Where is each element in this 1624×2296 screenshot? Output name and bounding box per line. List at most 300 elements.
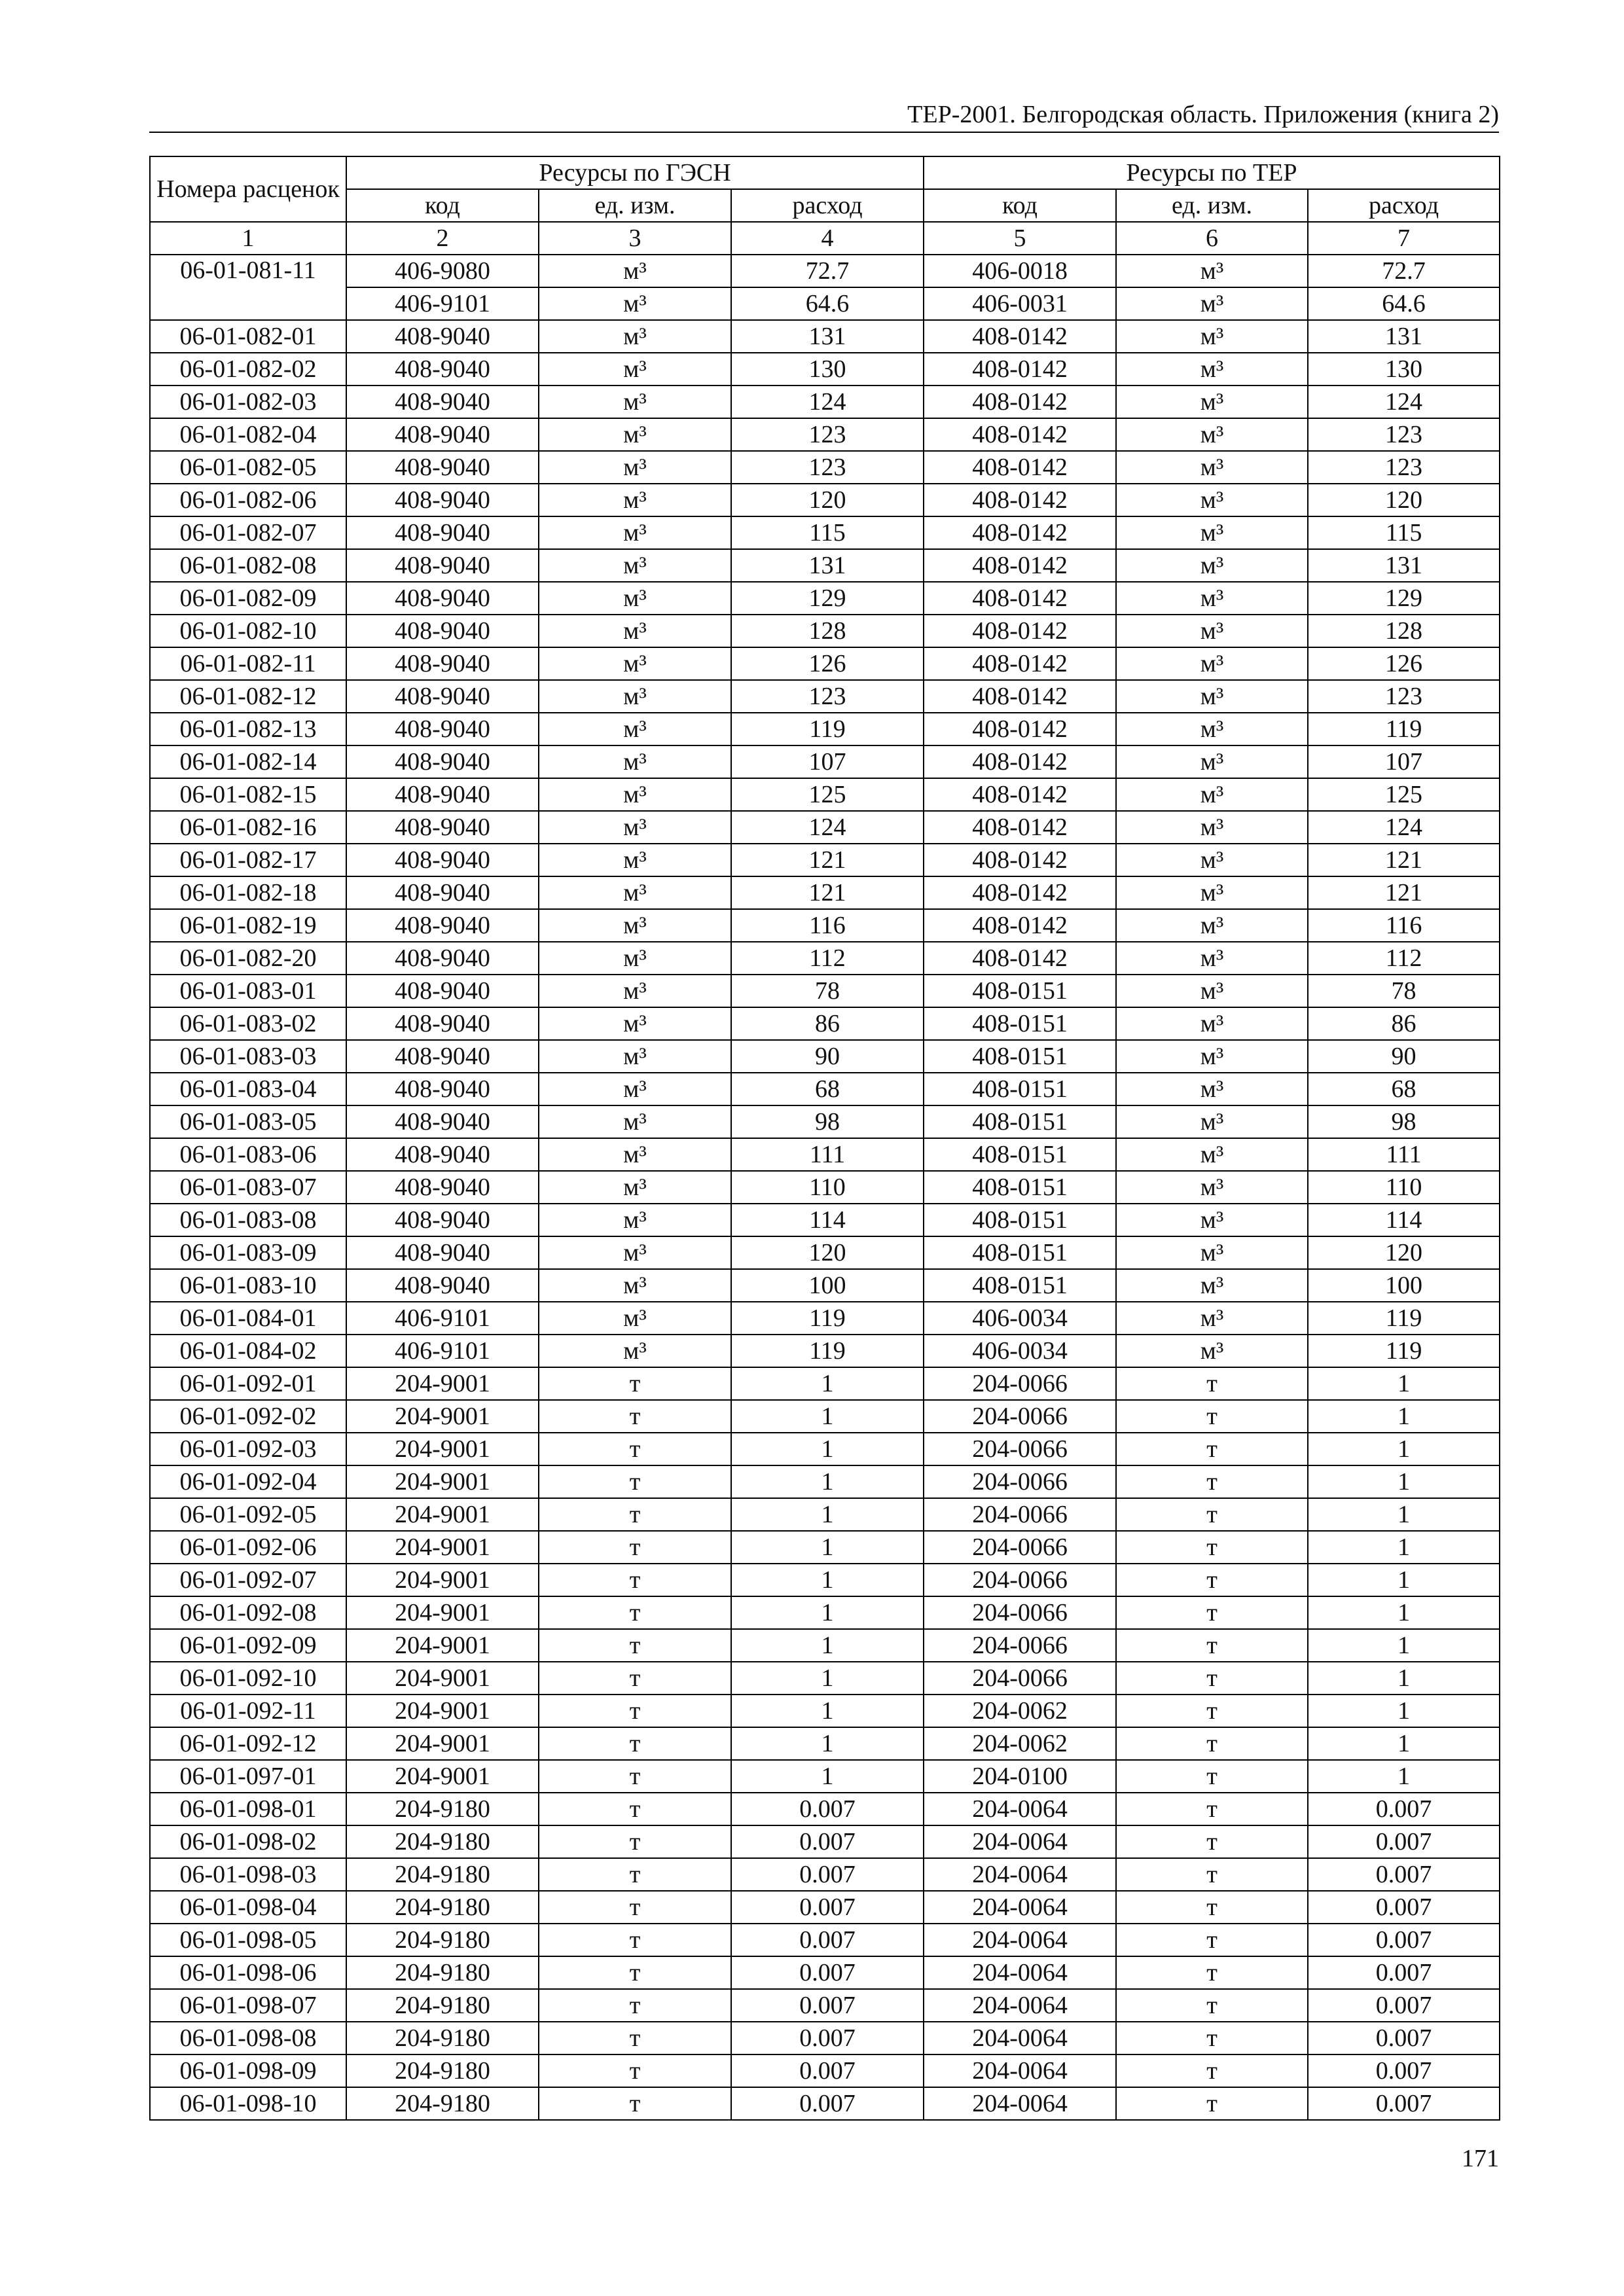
table-cell: м³ <box>539 844 731 876</box>
column-number: 5 <box>924 222 1116 255</box>
table-cell: 408-9040 <box>346 1171 539 1204</box>
table-cell: 204-9180 <box>346 2022 539 2054</box>
table-cell: 408-0142 <box>924 353 1116 386</box>
table-cell: 204-0066 <box>924 1531 1116 1564</box>
table-cell: 98 <box>731 1105 924 1138</box>
table-cell: м³ <box>1116 1171 1308 1204</box>
table-cell: 1 <box>731 1662 924 1695</box>
table-cell: 0.007 <box>731 1858 924 1891</box>
table-cell: м³ <box>1116 745 1308 778</box>
table-cell: 204-9180 <box>346 1793 539 1825</box>
table-cell: 204-9001 <box>346 1400 539 1433</box>
rate-number-cell: 06-01-098-09 <box>150 2054 346 2087</box>
table-cell: 64.6 <box>1308 287 1500 320</box>
table-row <box>150 287 1500 320</box>
table-cell: 204-0066 <box>924 1498 1116 1531</box>
table-cell: 78 <box>1308 975 1500 1007</box>
table-cell: 408-9040 <box>346 451 539 484</box>
table-cell: 121 <box>731 844 924 876</box>
table-cell: 406-9101 <box>346 1335 539 1367</box>
table-cell: 408-0142 <box>924 320 1116 353</box>
table-cell: т <box>1116 2022 1308 2054</box>
table-row <box>150 2022 1500 2054</box>
table-cell: 131 <box>731 549 924 582</box>
table-cell: 204-0066 <box>924 1564 1116 1596</box>
table-cell: т <box>539 1465 731 1498</box>
table-cell: 408-0142 <box>924 680 1116 713</box>
header-rule <box>149 132 1499 133</box>
table-cell: 408-9040 <box>346 811 539 844</box>
table-row <box>150 353 1500 386</box>
table-cell: 72.7 <box>731 255 924 287</box>
table-cell: 408-0151 <box>924 1204 1116 1236</box>
table-cell: т <box>1116 1891 1308 1924</box>
table-cell: 0.007 <box>731 1924 924 1956</box>
rate-number-cell: 06-01-092-01 <box>150 1367 346 1400</box>
table-cell: м³ <box>1116 353 1308 386</box>
rate-number-cell: 06-01-082-11 <box>150 647 346 680</box>
table-cell: 204-9180 <box>346 1891 539 1924</box>
rate-number-cell: 06-01-083-06 <box>150 1138 346 1171</box>
table-cell: 204-0064 <box>924 1924 1116 1956</box>
table-cell: 1 <box>731 1760 924 1793</box>
table-cell: м³ <box>1116 647 1308 680</box>
table-cell: м³ <box>1116 713 1308 745</box>
table-cell: м³ <box>1116 1236 1308 1269</box>
rate-number-cell: 06-01-082-08 <box>150 549 346 582</box>
table-cell: 204-9180 <box>346 2087 539 2120</box>
table-cell: 111 <box>1308 1138 1500 1171</box>
table-cell: м³ <box>1116 418 1308 451</box>
table-cell: 110 <box>1308 1171 1500 1204</box>
table-cell: т <box>539 1727 731 1760</box>
table-cell: 204-9001 <box>346 1367 539 1400</box>
table-cell: 119 <box>1308 1335 1500 1367</box>
table-cell: м³ <box>539 745 731 778</box>
table-cell: 1 <box>1308 1498 1500 1531</box>
table-cell: 123 <box>1308 418 1500 451</box>
table-cell: 204-9001 <box>346 1727 539 1760</box>
table-cell: 408-0151 <box>924 1007 1116 1040</box>
table-cell: 124 <box>731 386 924 418</box>
table-cell: т <box>1116 1793 1308 1825</box>
table-cell: 114 <box>731 1204 924 1236</box>
table-cell: т <box>1116 1629 1308 1662</box>
table-row <box>150 1695 1500 1727</box>
column-header-ter-amount: расход <box>1308 189 1500 222</box>
table-cell: м³ <box>539 1269 731 1302</box>
resource-table <box>149 156 1500 2121</box>
table-cell: 0.007 <box>1308 1825 1500 1858</box>
table-cell: м³ <box>539 582 731 615</box>
rate-number-cell: 06-01-082-14 <box>150 745 346 778</box>
table-cell: м³ <box>539 1105 731 1138</box>
table-row <box>150 320 1500 353</box>
table-cell: 408-9040 <box>346 745 539 778</box>
table-cell: т <box>539 1564 731 1596</box>
table-cell: т <box>1116 1465 1308 1498</box>
table-row <box>150 549 1500 582</box>
table-cell: 408-0151 <box>924 1269 1116 1302</box>
table-cell: 114 <box>1308 1204 1500 1236</box>
table-cell: т <box>1116 1727 1308 1760</box>
table-cell: м³ <box>1116 615 1308 647</box>
table-cell: т <box>539 1956 731 1989</box>
rate-number-cell: 06-01-098-07 <box>150 1989 346 2022</box>
table-cell: 0.007 <box>1308 1989 1500 2022</box>
rate-number-cell: 06-01-082-02 <box>150 353 346 386</box>
table-row <box>150 1105 1500 1138</box>
table-body <box>150 255 1500 2120</box>
table-cell: т <box>539 1531 731 1564</box>
table-cell: 1 <box>1308 1564 1500 1596</box>
table-cell: 204-9180 <box>346 1825 539 1858</box>
table-row <box>150 1335 1500 1367</box>
table-cell: м³ <box>539 1007 731 1040</box>
table-cell: 129 <box>1308 582 1500 615</box>
table-cell: т <box>1116 1858 1308 1891</box>
table-cell: м³ <box>539 909 731 942</box>
table-cell: т <box>539 1891 731 1924</box>
table-cell: 1 <box>731 1531 924 1564</box>
table-cell: 1 <box>731 1498 924 1531</box>
table-row <box>150 680 1500 713</box>
table-cell: 204-0064 <box>924 2022 1116 2054</box>
table-row <box>150 1433 1500 1465</box>
table-cell: т <box>539 1858 731 1891</box>
table-cell: 204-0066 <box>924 1465 1116 1498</box>
table-cell: 1 <box>1308 1760 1500 1793</box>
table-cell: м³ <box>1116 975 1308 1007</box>
table-cell: 120 <box>731 484 924 516</box>
table-cell: 123 <box>731 451 924 484</box>
rate-number-cell: 06-01-084-01 <box>150 1302 346 1335</box>
rate-number-cell: 06-01-092-09 <box>150 1629 346 1662</box>
table-cell: м³ <box>539 942 731 975</box>
table-cell: 100 <box>731 1269 924 1302</box>
table-cell: 128 <box>1308 615 1500 647</box>
rate-number-cell: 06-01-082-15 <box>150 778 346 811</box>
table-cell: 68 <box>731 1073 924 1105</box>
table-cell: 72.7 <box>1308 255 1500 287</box>
rate-number-cell: 06-01-092-07 <box>150 1564 346 1596</box>
table-cell: м³ <box>539 418 731 451</box>
table-row <box>150 386 1500 418</box>
table-row <box>150 484 1500 516</box>
table-cell: т <box>539 1989 731 2022</box>
table-cell: 408-9040 <box>346 386 539 418</box>
table-cell: 204-9001 <box>346 1498 539 1531</box>
table-row <box>150 582 1500 615</box>
column-header-gesn-amount: расход <box>731 189 924 222</box>
table-cell: 131 <box>731 320 924 353</box>
table-cell: м³ <box>1116 778 1308 811</box>
column-number: 2 <box>346 222 539 255</box>
column-number: 1 <box>150 222 346 255</box>
table-cell: м³ <box>1116 386 1308 418</box>
table-cell: 0.007 <box>1308 2022 1500 2054</box>
rate-number-cell: 06-01-098-08 <box>150 2022 346 2054</box>
table-cell: 112 <box>731 942 924 975</box>
table-cell: 408-0151 <box>924 1073 1116 1105</box>
table-cell: 125 <box>1308 778 1500 811</box>
table-cell: 408-0142 <box>924 647 1116 680</box>
table-cell: 408-0142 <box>924 418 1116 451</box>
table-cell: т <box>539 1367 731 1400</box>
table-cell: 204-0066 <box>924 1629 1116 1662</box>
table-cell: 204-9001 <box>346 1760 539 1793</box>
column-number: 3 <box>539 222 731 255</box>
table-cell: м³ <box>1116 844 1308 876</box>
rate-number-cell: 06-01-083-09 <box>150 1236 346 1269</box>
table-row <box>150 745 1500 778</box>
table-cell: 128 <box>731 615 924 647</box>
table-cell: 408-0151 <box>924 1138 1116 1171</box>
table-cell: 64.6 <box>731 287 924 320</box>
table-cell: 408-9040 <box>346 1204 539 1236</box>
table-cell: т <box>1116 1400 1308 1433</box>
table-cell: 1 <box>1308 1596 1500 1629</box>
rate-number-cell: 06-01-082-06 <box>150 484 346 516</box>
table-cell: 408-0151 <box>924 1105 1116 1138</box>
table-cell: 204-9001 <box>346 1596 539 1629</box>
table-cell: 1 <box>731 1695 924 1727</box>
rate-number-cell: 06-01-092-08 <box>150 1596 346 1629</box>
rate-number-cell: 06-01-092-04 <box>150 1465 346 1498</box>
table-cell: 78 <box>731 975 924 1007</box>
table-cell: 121 <box>1308 876 1500 909</box>
table-cell: 0.007 <box>731 1956 924 1989</box>
table-cell: м³ <box>1116 484 1308 516</box>
table-cell: 1 <box>1308 1629 1500 1662</box>
table-row <box>150 909 1500 942</box>
table-cell: м³ <box>1116 909 1308 942</box>
table-cell: 1 <box>1308 1727 1500 1760</box>
table-cell: т <box>539 1793 731 1825</box>
table-cell: 1 <box>731 1596 924 1629</box>
rate-number-cell: 06-01-081-11 <box>150 255 346 320</box>
table-cell: 1 <box>1308 1695 1500 1727</box>
table-cell: м³ <box>539 778 731 811</box>
table-cell: 130 <box>731 353 924 386</box>
table-cell: т <box>1116 1564 1308 1596</box>
table-row <box>150 2087 1500 2120</box>
table-row <box>150 1727 1500 1760</box>
table-cell: м³ <box>539 1171 731 1204</box>
table-cell: 124 <box>1308 386 1500 418</box>
table-row <box>150 1073 1500 1105</box>
table-cell: м³ <box>1116 451 1308 484</box>
table-cell: 119 <box>1308 1302 1500 1335</box>
table-cell: м³ <box>1116 582 1308 615</box>
table-cell: 408-9040 <box>346 942 539 975</box>
table-cell: 204-9001 <box>346 1662 539 1695</box>
table-cell: м³ <box>539 451 731 484</box>
table-row <box>150 1040 1500 1073</box>
table-cell: 408-9040 <box>346 1236 539 1269</box>
table-cell: 408-0142 <box>924 909 1116 942</box>
table-cell: м³ <box>1116 549 1308 582</box>
table-cell: 98 <box>1308 1105 1500 1138</box>
table-cell: т <box>539 1662 731 1695</box>
table-cell: м³ <box>539 1040 731 1073</box>
table-cell: м³ <box>539 1204 731 1236</box>
table-cell: 408-0142 <box>924 811 1116 844</box>
table-cell: 408-0142 <box>924 844 1116 876</box>
rate-number-cell: 06-01-083-08 <box>150 1204 346 1236</box>
table-cell: 107 <box>731 745 924 778</box>
table-cell: 408-0142 <box>924 516 1116 549</box>
table-cell: 408-9040 <box>346 516 539 549</box>
rate-number-cell: 06-01-092-05 <box>150 1498 346 1531</box>
table-cell: м³ <box>1116 1040 1308 1073</box>
table-cell: 408-9040 <box>346 975 539 1007</box>
table-cell: 408-9040 <box>346 1073 539 1105</box>
table-cell: 408-9040 <box>346 1105 539 1138</box>
table-cell: м³ <box>539 1236 731 1269</box>
rate-number-cell: 06-01-098-10 <box>150 2087 346 2120</box>
table-row <box>150 1236 1500 1269</box>
table-cell: т <box>539 2087 731 2120</box>
table-cell: 121 <box>1308 844 1500 876</box>
rate-number-cell: 06-01-082-18 <box>150 876 346 909</box>
table-cell: 204-9001 <box>346 1531 539 1564</box>
table-row <box>150 1204 1500 1236</box>
table-cell: 408-9040 <box>346 647 539 680</box>
table-row <box>150 1989 1500 2022</box>
table-cell: м³ <box>539 1073 731 1105</box>
table-cell: 408-9040 <box>346 320 539 353</box>
table-cell: 408-0151 <box>924 1040 1116 1073</box>
table-cell: 0.007 <box>1308 2054 1500 2087</box>
table-cell: т <box>1116 2054 1308 2087</box>
table-cell: т <box>539 1825 731 1858</box>
table-cell: м³ <box>539 255 731 287</box>
table-cell: 124 <box>731 811 924 844</box>
rate-number-cell: 06-01-082-04 <box>150 418 346 451</box>
table-cell: 204-0066 <box>924 1596 1116 1629</box>
table-cell: м³ <box>1116 516 1308 549</box>
table-row <box>150 1007 1500 1040</box>
rate-number-cell: 06-01-083-07 <box>150 1171 346 1204</box>
table-cell: 204-9180 <box>346 2054 539 2087</box>
table-cell: т <box>1116 1433 1308 1465</box>
table-cell: м³ <box>1116 1138 1308 1171</box>
table-cell: 204-0062 <box>924 1727 1116 1760</box>
table-row <box>150 1302 1500 1335</box>
table-cell: 119 <box>1308 713 1500 745</box>
rate-number-cell: 06-01-092-02 <box>150 1400 346 1433</box>
table-cell: 130 <box>1308 353 1500 386</box>
table-cell: т <box>539 1924 731 1956</box>
table-cell: 124 <box>1308 811 1500 844</box>
table-cell: 408-0142 <box>924 745 1116 778</box>
table-cell: 204-9180 <box>346 1956 539 1989</box>
rate-number-cell: 06-01-092-10 <box>150 1662 346 1695</box>
group-header-ter: Ресурсы по ТЕР <box>924 156 1500 189</box>
table-cell: 120 <box>1308 1236 1500 1269</box>
column-number: 4 <box>731 222 924 255</box>
table-cell: 204-0066 <box>924 1367 1116 1400</box>
table-cell: м³ <box>539 1138 731 1171</box>
rate-number-cell: 06-01-098-05 <box>150 1924 346 1956</box>
table-cell: 204-0062 <box>924 1695 1116 1727</box>
table-cell: 408-9040 <box>346 418 539 451</box>
table-cell: 408-0142 <box>924 615 1116 647</box>
rate-number-cell: 06-01-082-10 <box>150 615 346 647</box>
table-cell: т <box>539 1629 731 1662</box>
rate-number-cell: 06-01-092-06 <box>150 1531 346 1564</box>
table-cell: т <box>1116 1531 1308 1564</box>
table-cell: т <box>1116 1956 1308 1989</box>
table-cell: 408-9040 <box>346 680 539 713</box>
table-cell: 204-9001 <box>346 1629 539 1662</box>
table-cell: 120 <box>731 1236 924 1269</box>
table-cell: 406-0018 <box>924 255 1116 287</box>
table-cell: 0.007 <box>731 2087 924 2120</box>
table-cell: 1 <box>1308 1465 1500 1498</box>
table-cell: 204-9001 <box>346 1433 539 1465</box>
table-cell: 408-9040 <box>346 549 539 582</box>
table-cell: 204-0064 <box>924 1793 1116 1825</box>
rate-number-cell: 06-01-082-09 <box>150 582 346 615</box>
rate-number-cell: 06-01-098-02 <box>150 1825 346 1858</box>
table-cell: 123 <box>731 680 924 713</box>
table-cell: 204-0064 <box>924 1989 1116 2022</box>
table-cell: 1 <box>731 1564 924 1596</box>
table-cell: 110 <box>731 1171 924 1204</box>
rate-number-cell: 06-01-083-04 <box>150 1073 346 1105</box>
table-cell: 408-9040 <box>346 353 539 386</box>
table-cell: 204-9001 <box>346 1695 539 1727</box>
table-row <box>150 516 1500 549</box>
table-cell: т <box>539 1695 731 1727</box>
table-cell: 1 <box>731 1629 924 1662</box>
table-cell: м³ <box>539 484 731 516</box>
table-cell: 90 <box>731 1040 924 1073</box>
table-cell: м³ <box>1116 1007 1308 1040</box>
table-cell: 204-0064 <box>924 2054 1116 2087</box>
column-header-ter-unit: ед. изм. <box>1116 189 1308 222</box>
table-cell: 1 <box>1308 1662 1500 1695</box>
table-row <box>150 1662 1500 1695</box>
rate-number-cell: 06-01-082-20 <box>150 942 346 975</box>
table-cell: 204-0064 <box>924 1891 1116 1924</box>
table-cell: 406-9101 <box>346 1302 539 1335</box>
table-cell: 0.007 <box>731 1891 924 1924</box>
table-cell: 111 <box>731 1138 924 1171</box>
table-cell: м³ <box>539 549 731 582</box>
table-cell: 406-0034 <box>924 1302 1116 1335</box>
table-cell: 123 <box>731 418 924 451</box>
table-cell: м³ <box>539 516 731 549</box>
table-cell: 120 <box>1308 484 1500 516</box>
table-cell: 408-0142 <box>924 386 1116 418</box>
table-cell: 408-9040 <box>346 713 539 745</box>
table-cell: м³ <box>539 713 731 745</box>
rate-number-cell: 06-01-083-05 <box>150 1105 346 1138</box>
table-cell: м³ <box>1116 1105 1308 1138</box>
table-row <box>150 1956 1500 1989</box>
table-cell: т <box>1116 1760 1308 1793</box>
table-row <box>150 1629 1500 1662</box>
table-cell: 0.007 <box>1308 2087 1500 2120</box>
table-cell: 115 <box>731 516 924 549</box>
table-cell: 204-9001 <box>346 1564 539 1596</box>
table-cell: 408-9040 <box>346 1269 539 1302</box>
table-row <box>150 1760 1500 1793</box>
table-row <box>150 844 1500 876</box>
